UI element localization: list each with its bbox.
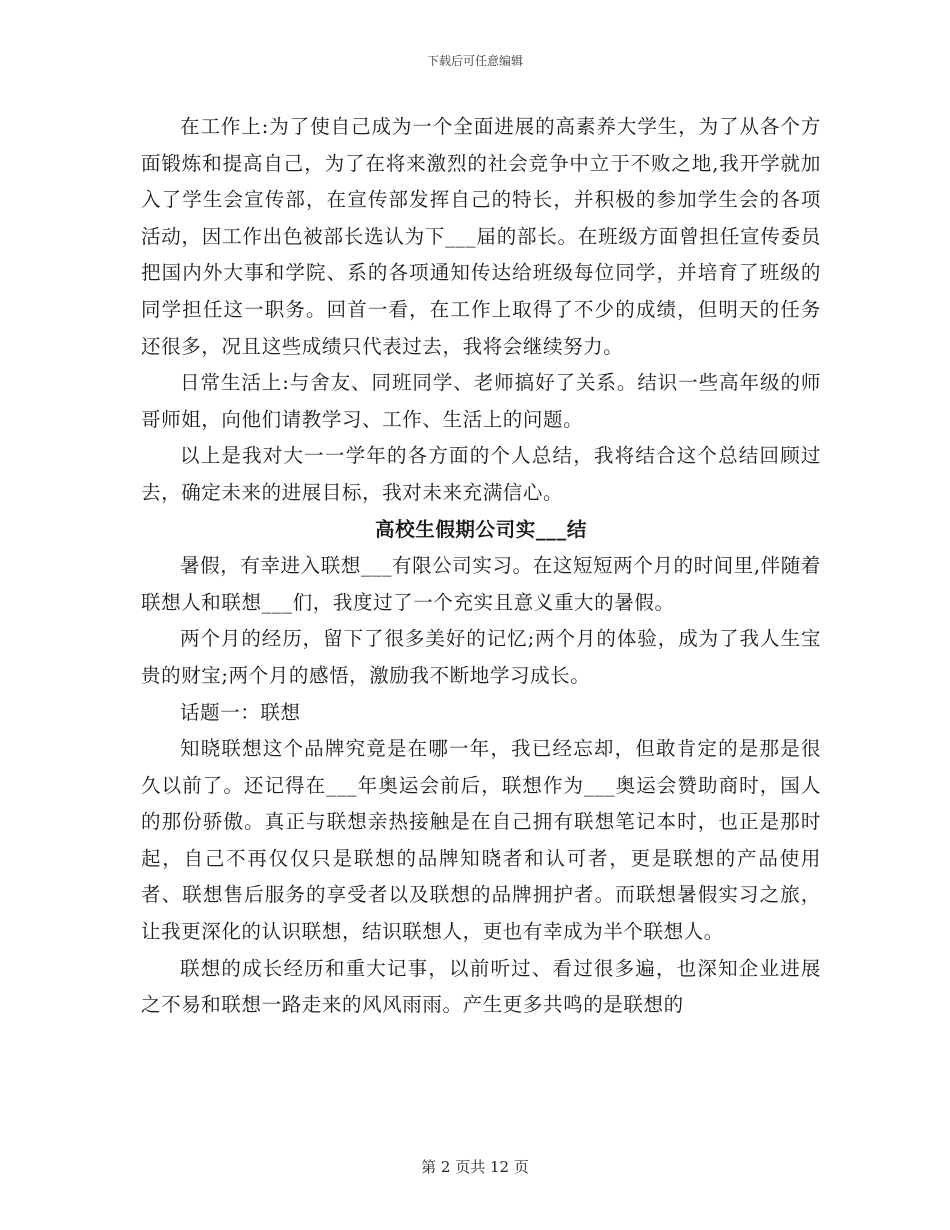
paragraph-two-months: 两个月的经历，留下了很多美好的记忆;两个月的体验，成为了我人生宝贵的财宝;两个月的感悟，激励我不断地学习成长。	[141, 627, 821, 687]
topic-heading: 话题一：联想	[180, 700, 301, 724]
document-body	[141, 109, 821, 1024]
paragraph-summary: 以上是我对大一一学年的各方面的个人总结，我将结合这个总结回顾过去，确定未来的进展目标，我对未来充满信心。	[141, 444, 821, 504]
page-number: 第 2 页共 12 页	[421, 1158, 529, 1176]
paragraph-lenovo-brand: 知晓联想这个品牌究竟是在哪一年，我已经忘却，但敢肯定的是那是很久以前了。还记得在___年奥运会前后，联想作为___奥运会赞助商时，国人的那份骄傲。真正与联想亲热接触是在自己拥有联想笔记本时，也正是那时起，自己不再仅仅只是联想的品牌知晓者和认可者，更是联想的产品使用者、联想售后服务的享受者以及联想的品牌拥护者。而联想暑假实习之旅，让我更深化的认识联想，结识联想人，更也有幸成为半个联想人。	[141, 737, 821, 944]
paragraph-lenovo-history: 联想的成长经历和重大记事，以前听过、看过很多遍，也深知企业进展之不易和联想一路走来的风风雨雨。产生更多共鸣的是联想的	[141, 956, 821, 1017]
paragraph-daily-life: 日常生活上:与舍友、同班同学、老师搞好了关系。结识一些高年级的师哥师姐，向他们请教学习、工作、生活上的问题。	[141, 371, 821, 431]
paragraph-work: 在工作上:为了使自己成为一个全面进展的高素养大学生，为了从各个方面锻炼和提高自己，为了在将来激烈的社会竞争中立于不败之地,我开学就加入了学生会宣传部，在宣传部发挥自己的特长，并积极的参加学生会的各项活动，因工作出色被部长选认为下___届的部长。在班级方面曾担任宣传委员把国内外大事和学院、系的各项通知传达给班级每位同学，并培育了班级的同学担任这一职务。回首一看，在工作上取得了不少的成绩，但明天的任务还很多，况且这些成绩只代表过去，我将会继续努力。	[141, 115, 821, 358]
paragraph-internship-intro: 暑假，有幸进入联想___有限公司实习。在这短短两个月的时间里,伴随着联想人和联想___们，我度过了一个充实且意义重大的暑假。	[141, 554, 821, 614]
section-title: 高校生假期公司实___结	[375, 517, 587, 541]
page-header-note: 下载后可任意编辑	[426, 54, 523, 68]
